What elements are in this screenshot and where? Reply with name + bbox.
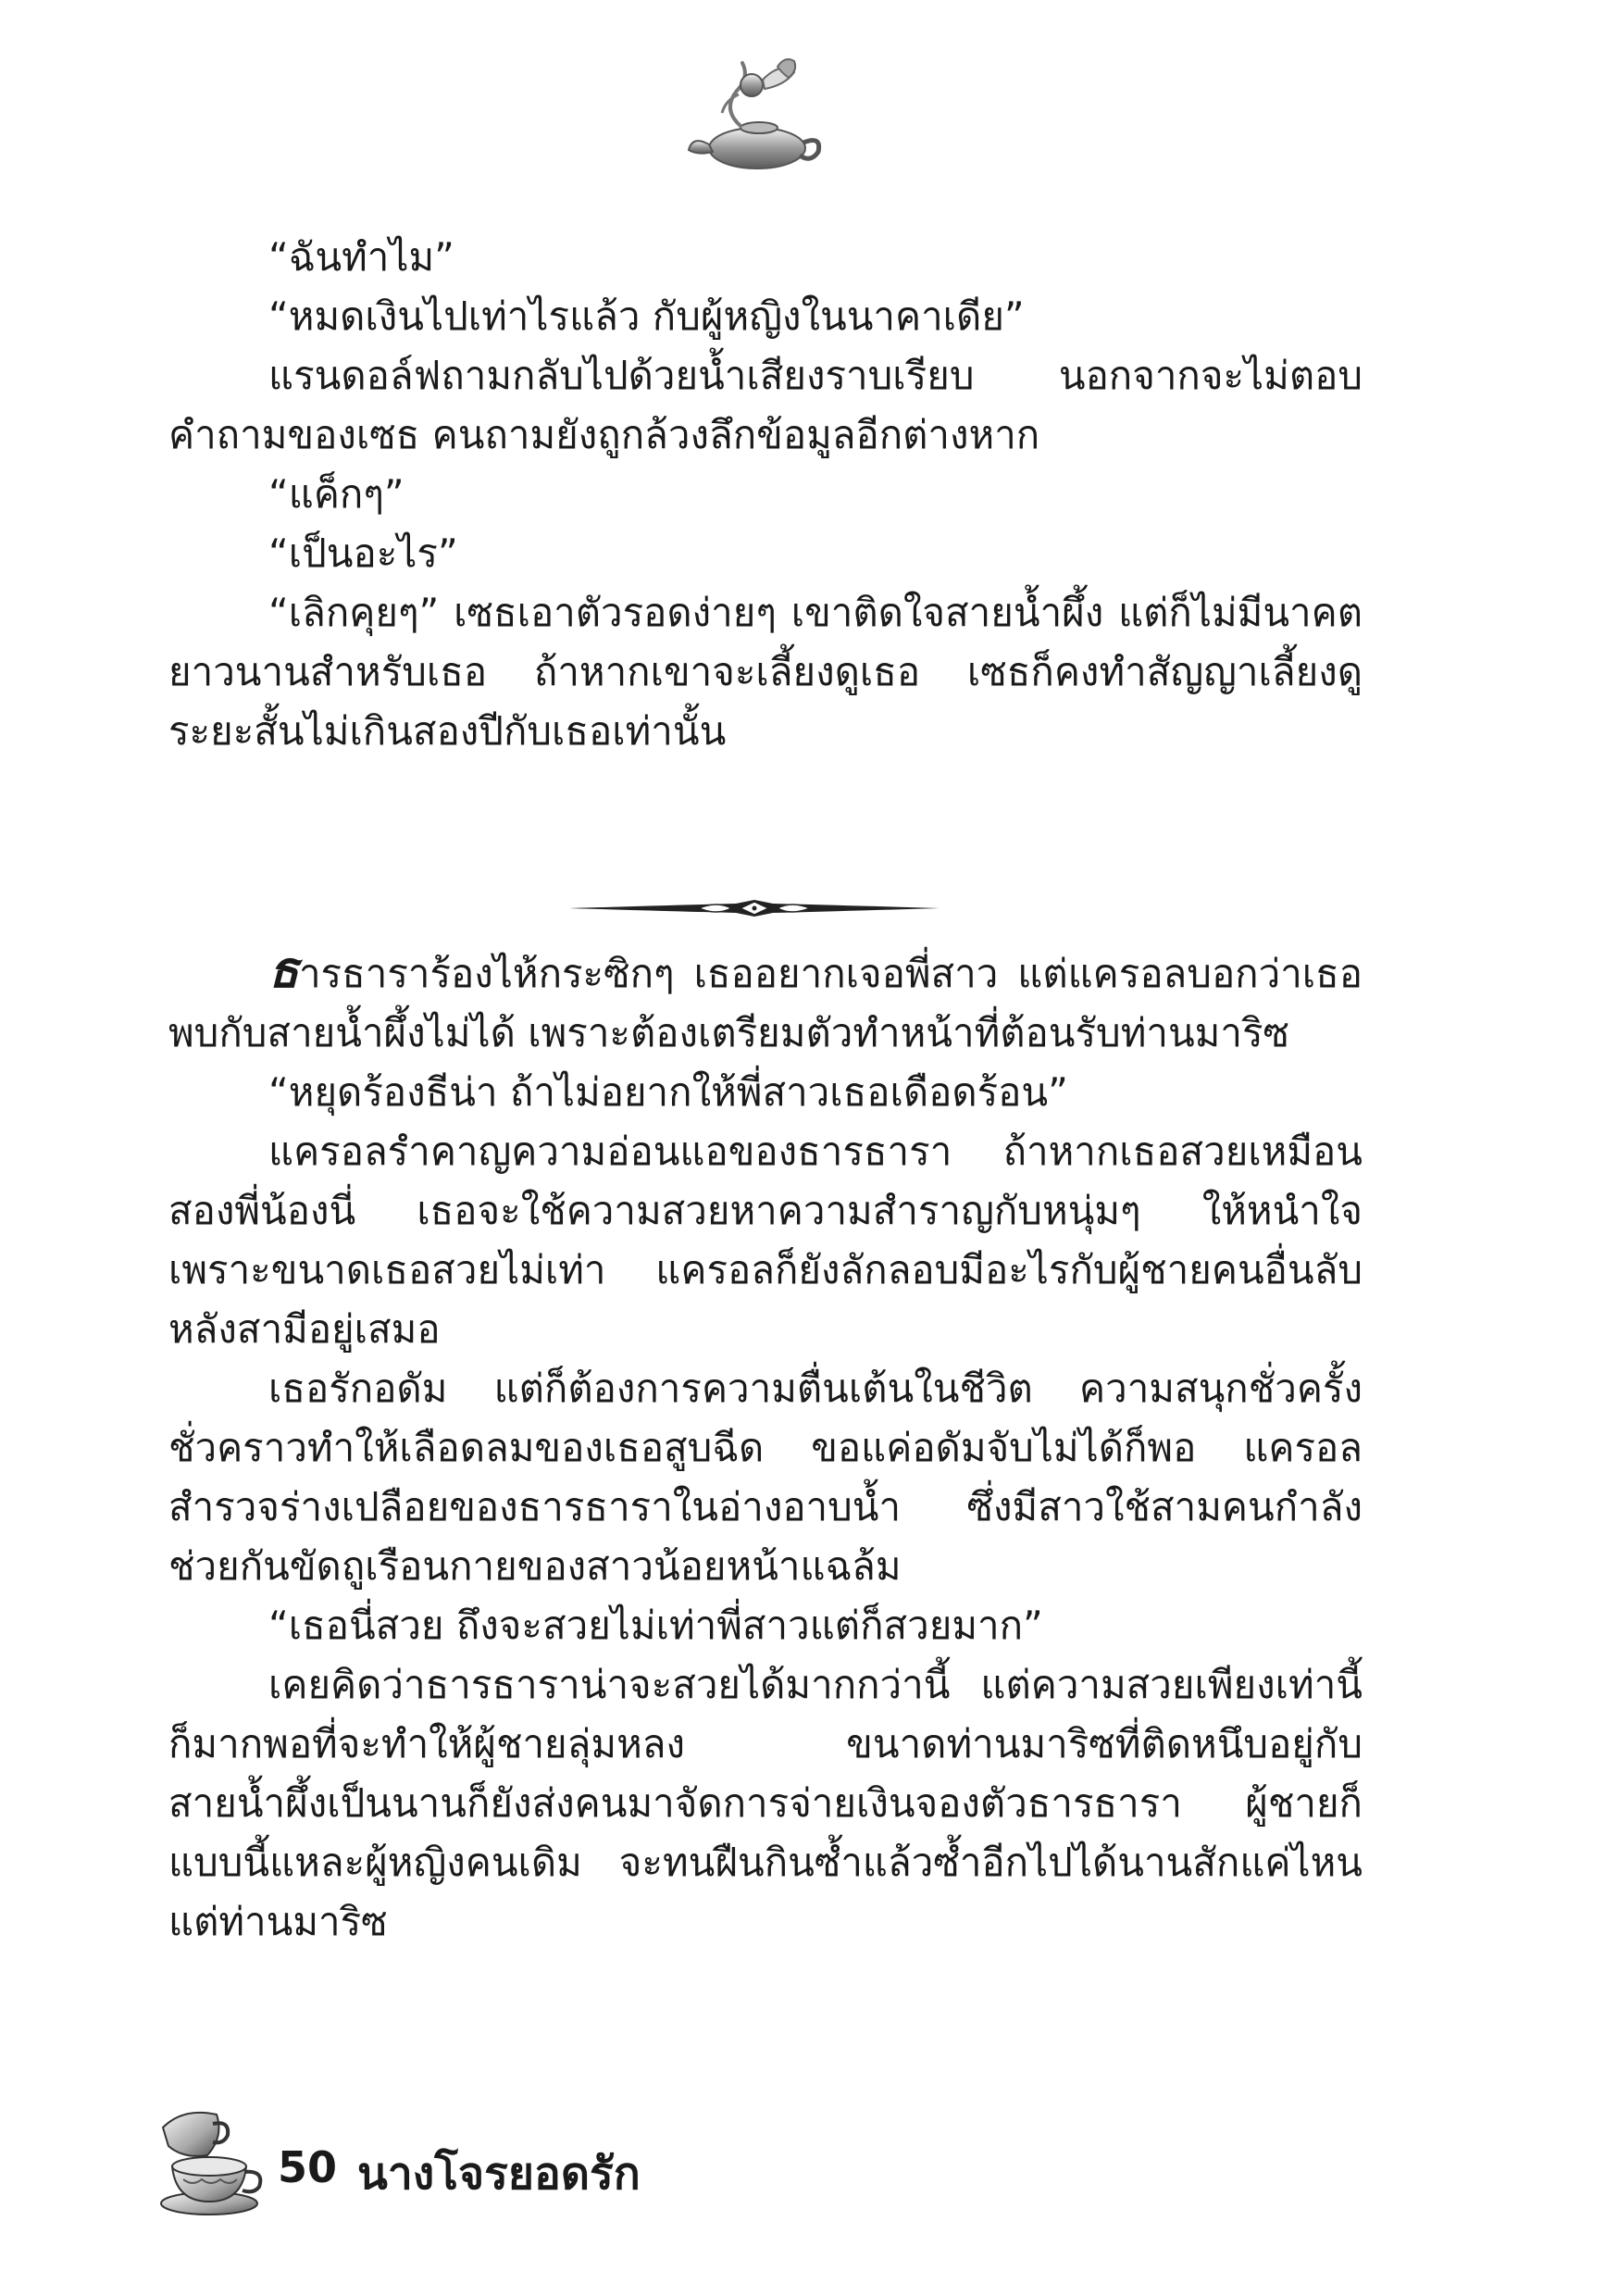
paragraph: “เธอนี่สวย ถึงจะสวยไม่เท่าพี่สาวแต่ก็สวยมาก”: [268, 1603, 1043, 1648]
paragraph: “หมดเงินไปเท่าไรแล้ว กับผู้หญิงในนาคาเดีย”: [268, 293, 1025, 339]
opening-paragraph: [168, 940, 1363, 1063]
paragraph: “เป็นอะไร”: [268, 530, 458, 576]
page-number: 50: [278, 2142, 338, 2192]
drop-cap: ธ: [268, 940, 299, 999]
paragraph: “หยุดร้องธีน่า ถ้าไม่อยากให้พี่สาวเธอเดือดร้อน”: [268, 1069, 1068, 1115]
paragraph: “ฉันทำไม”: [268, 234, 454, 280]
paragraph: “แค็กๆ”: [268, 471, 404, 517]
paragraph: เคยคิดว่าธารธาราน่าจะสวยได้มากกว่านี้ แต่ความสวยเพียงเท่านี้ก็มากพอที่จะทำให้ผู้ชายลุ่มหลง ขนาดท่านมาริซที่ติดหนึบอยู่กับสายน้ำผึ้งเป็นนานก็ยังส่งคนมาจัดการจ่ายเงินจองตัวธารธารา ผู้ชายก็แบบนี้แหละผู้หญิงคนเดิม จะทนฝืนกินซ้ำแล้วซ้ำอีกไปได้นานสักแค่ไหน แต่ท่านมาริซ: [168, 1662, 1363, 1944]
paragraph: เธอรักอดัม แต่ก็ต้องการความตื่นเต้นในชีวิต ความสนุกชั่วครั้งชั่วคราวทำให้เลือดลมของเธอสูบฉีด ขอแค่อดัมจับไม่ได้ก็พอ แครอลสำรวจร่างเปลือยของธารธาราในอ่างอาบน้ำ ซึ่งมีสาวใช้สามคนกำลังช่วยกันขัดถูเรือนกายของสาวน้อยหน้าแฉล้ม: [168, 1366, 1363, 1589]
section-two: [168, 940, 1363, 1952]
teacups-icon: [156, 2102, 267, 2222]
paragraph: แรนดอล์ฟถามกลับไปด้วยน้ำเสียงราบเรียบ นอกจากจะไม่ตอบคำถามของเซธ คนถามยังถูกล้วงลึกข้อมูลอีกต่างหาก: [168, 353, 1363, 457]
cupid-teapot-ornament-icon: [685, 54, 824, 183]
paragraph: แครอลรำคาญความอ่อนแอของธารธารา ถ้าหากเธอสวยเหมือนสองพี่น้องนี่ เธอจะใช้ความสวยหาความสำราญกับหนุ่มๆ ให้หนำใจ เพราะขนาดเธอสวยไม่เท่า แครอลก็ยังลักลอบมีอะไรกับผู้ชายคนอื่นลับหลังสามีอยู่เสมอ: [168, 1129, 1363, 1352]
page-footer: [156, 2102, 803, 2222]
paragraph: “เลิกคุยๆ” เซธเอาตัวรอดง่ายๆ เขาติดใจสายน้ำผึ้ง แต่ก็ไม่มีนาคตยาวนานสำหรับเธอ ถ้าหากเขาจะเลี้ยงดูเธอ เซธก็คงทำสัญญาเลี้ยงดูระยะสั้นไม่เกินสองปีกับเธอเท่านั้น: [168, 590, 1363, 754]
ornamental-divider-icon: [569, 896, 940, 920]
book-title: นางโจรยอดรัก: [357, 2148, 641, 2200]
section-one: [168, 228, 1363, 761]
opening-paragraph-text: ารธาราร้องไห้กระซิกๆ เธออยากเจอพี่สาว แต่แครอลบอกว่าเธอพบกับสายน้ำผึ้งไม่ได้ เพราะต้องเตรียมตัวทำหน้าที่ต้อนรับท่านมาริซ: [168, 951, 1363, 1055]
